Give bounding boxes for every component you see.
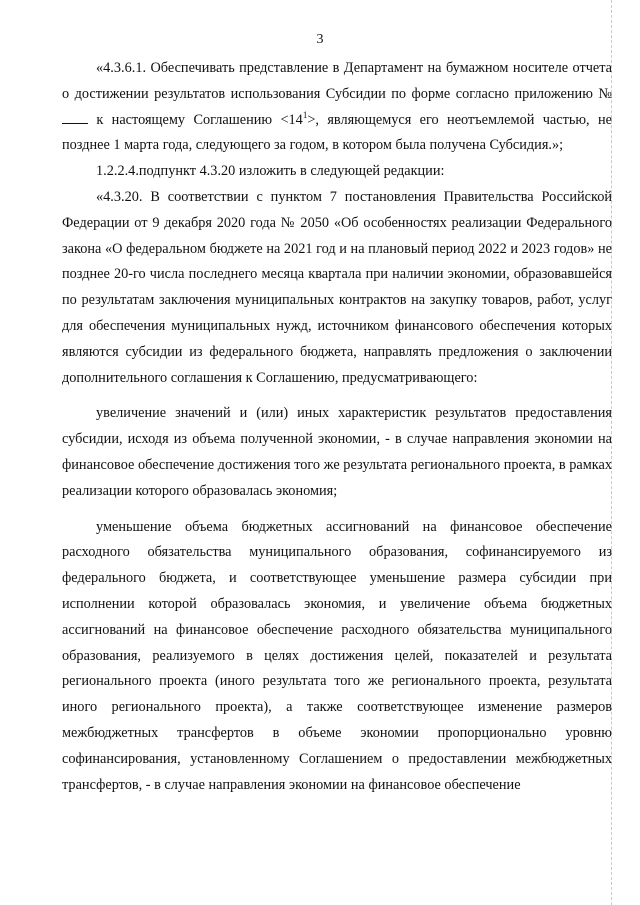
paragraph-1-2-2-4: 1.2.2.4.подпункт 4.3.20 изложить в следующей редакции: — [96, 163, 445, 180]
footnote-superscript: 1 — [302, 109, 308, 120]
paragraph-text: «4.3.6.1. Обеспечивать представление в Департамент на бумажном носителе отчета о достижении результатов использования Субсидии по форме согласно приложению № — [62, 60, 612, 102]
paragraph-text: >, являющемуся его неотъемлемой частью, не позднее 1 марта года, следующего за годом, в котором была получена Субсидия.»; — [62, 111, 612, 154]
paragraph-text: к настоящему Соглашению <14 — [88, 111, 303, 128]
paragraph-4-3-20: «4.3.20. В соответствии с пунктом 7 постановления Правительства Российской Федерации от 9 декабря 2020 года № 2050 «Об особенностях реализации Федерального закона «О федеральном бюджете на 2021 год и на плановый период 2022 и 2023 годов» не позднее 20-го числа последнего месяца квартала при наличии экономии, образовавшейся по результатам заключения муниципальных контрактов на закупку товаров, работ, услуг для обеспечения муниципальных нужд, источником финансового обеспечения которых являются субсидии из федерального бюджета, направлять предложения о заключении дополнительного соглашения к Соглашению, предусматривающего: — [62, 188, 612, 386]
page-number: 3 — [316, 32, 324, 47]
blank-fill-line — [62, 111, 88, 124]
paragraph-increase-values: увеличение значений и (или) иных характеристик результатов предоставления субсидии, исходя из объема полученной экономии, - в случае направления экономии на финансовое обеспечение достижения того же результата регионального проекта, в рамках реализации которого образовалась экономия; — [62, 405, 612, 499]
paragraph-decrease-allocations: уменьшение объема бюджетных ассигнований на финансовое обеспечение расходного обязательства муниципального образования, софинансируемого из федерального бюджета, и соответствующее уменьшение размера субсидии при исполнении которой образовалась экономия, и увеличение объема бюджетных ассигнований на финансовое обеспечение расходного обязательства муниципального образования, реализуемого в целях достижения целей, показателей и результата регионального проекта (иного результата того же регионального проекта, результата иного регионального проекта), а также соответствующее изменение размеров межбюджетных трансфертов в объеме экономии пропорционально уровню софинансирования, установленному Соглашением о предоставлении межбюджетных трансфертов, - в случае направления экономии на финансовое обеспечение — [62, 518, 612, 793]
document-body — [62, 56, 612, 798]
paragraph-4-3-6-1 — [62, 56, 612, 159]
